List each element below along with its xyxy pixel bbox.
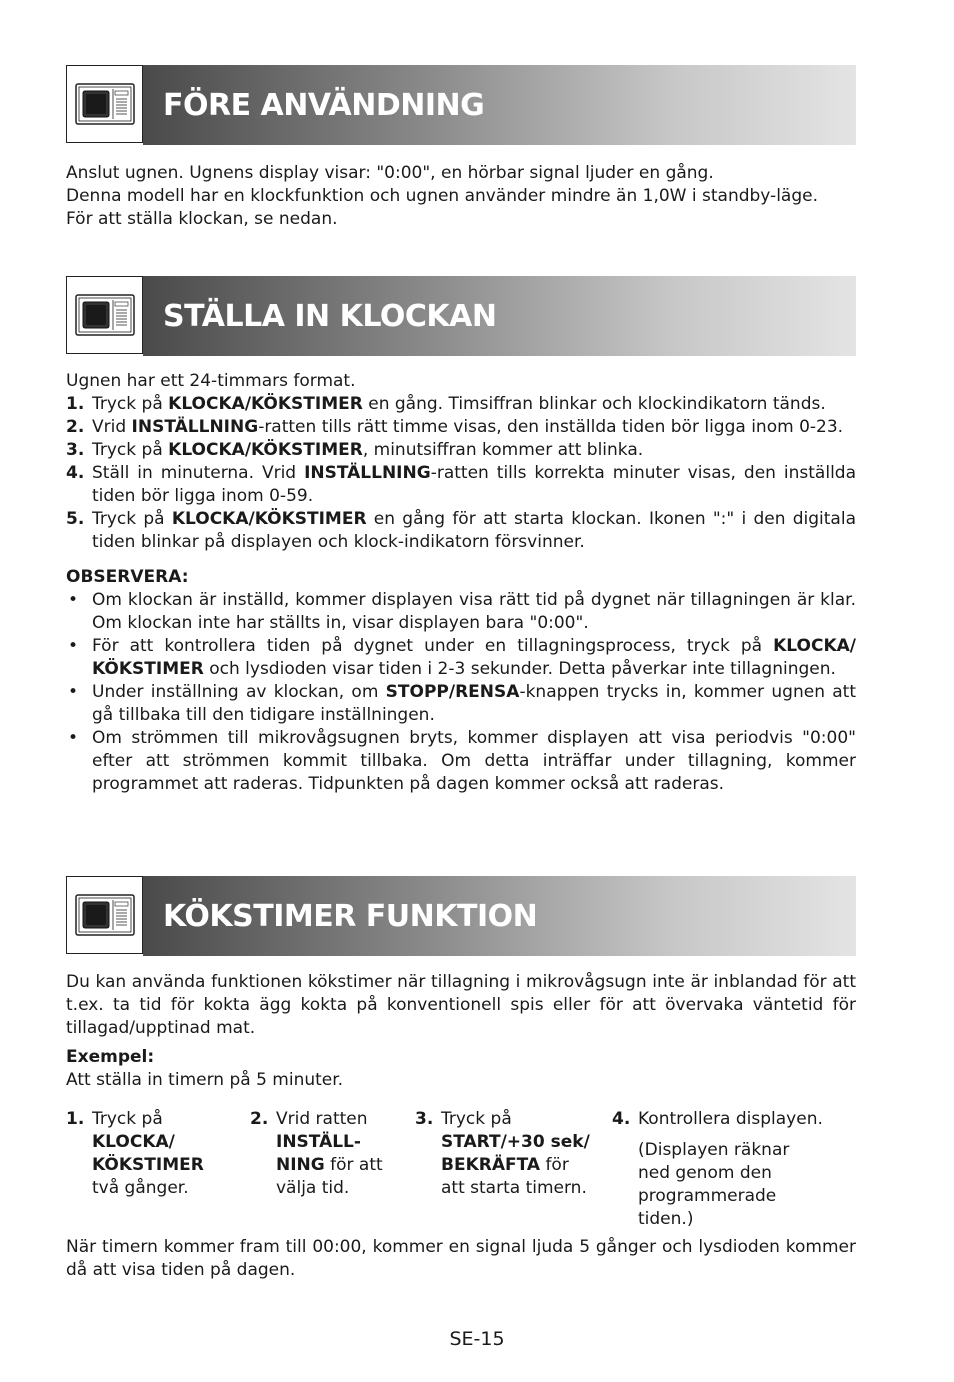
list-item: 4. Ställ in minuterna. Vrid INSTÄLLNING-ratten tills korrekta minuter visas, den inställda tiden bör ligga inom 0-59. xyxy=(66,463,857,506)
fore-text xyxy=(66,162,856,231)
paragraph: Denna modell har en klockfunktion och ugnen använder mindre än 1,0W i standby-läge. xyxy=(66,186,818,206)
page-number: SE-15 xyxy=(449,1328,505,1350)
microwave-icon xyxy=(66,876,143,954)
paragraph: Anslut ugnen. Ugnens display visar: "0:00", en hörbar signal ljuder en gång. xyxy=(66,163,714,183)
list-item: • Under inställning av klockan, om STOPP/RENSA-knappen trycks in, kommer ugnen att gå tillbaka till den tidigare inställningen. xyxy=(66,681,856,727)
section-title: KÖKSTIMER FUNKTION xyxy=(163,898,538,934)
example-heading: Exempel: xyxy=(66,1047,155,1067)
list-item: • Om strömmen till mikrovågsugnen bryts, kommer displayen att visa periodvis "0:00" efter att strömmen kommit tillbaka. Om detta inträffar under tillagning, kommer programmet att raderas. Tidpunkten på dagen kommer också att raderas. xyxy=(66,727,856,796)
section-header-fore xyxy=(66,65,856,145)
clock-steps xyxy=(66,393,856,554)
note-heading: OBSERVERA: xyxy=(66,567,189,587)
timer-step-3: 3. Tryck på START/+30 sek/ BEKRÄFTA för att starta timern. xyxy=(415,1109,590,1198)
section-header-kokstimer xyxy=(66,876,856,956)
microwave-icon xyxy=(66,276,143,354)
timer-step-4: 4. Kontrollera displayen. (Displayen räknar ned genom den programmerade tiden.) xyxy=(612,1109,823,1229)
list-item: 2. Vrid INSTÄLLNING-ratten tills rätt timme visas, den inställda tiden bör ligga inom 0-23. xyxy=(66,417,844,437)
list-item: 5. Tryck på KLOCKA/KÖKSTIMER en gång för att starta klockan. Ikonen ":" i den digitala tiden blinkar på displayen och klock-indikatorn försvinner. xyxy=(66,509,856,552)
microwave-icon xyxy=(66,65,143,143)
kokstimer-text xyxy=(66,971,856,1092)
section-title-band xyxy=(143,276,856,356)
paragraph: För att ställa klockan, se nedan. xyxy=(66,209,338,229)
list-item: • Om klockan är inställd, kommer displayen visa rätt tid på dygnet när tillagningen är klar. Om klockan inte har ställts in, visar displayen bara "0:00". xyxy=(66,589,856,635)
list-item: • För att kontrollera tiden på dygnet under en tillagningsprocess, tryck på KLOCKA/ KÖKSTIMER och lysdioden visar tiden i 2-3 sekunder. Detta påverkar inte tillagningen. xyxy=(66,635,856,681)
intro-text: Ugnen har ett 24-timmars format. xyxy=(66,371,356,391)
section-title: FÖRE ANVÄNDNING xyxy=(163,87,485,123)
klocka-text xyxy=(66,370,856,796)
timer-step-2: 2. Vrid ratten INSTÄLL-NING för att välja tid. xyxy=(250,1109,383,1198)
note-list xyxy=(66,589,856,796)
section-header-klocka xyxy=(66,276,856,356)
timer-step-1: 1. Tryck på KLOCKA/ KÖKSTIMER två gånger. xyxy=(66,1109,204,1198)
kokstimer-outro: När timern kommer fram till 00:00, kommer en signal ljuda 5 gånger och lysdioden kommer då att visa tiden på dagen. xyxy=(66,1237,856,1280)
list-item: 3. Tryck på KLOCKA/KÖKSTIMER, minutsiffran kommer att blinka. xyxy=(66,440,644,460)
example-text: Att ställa in timern på 5 minuter. xyxy=(66,1070,344,1090)
section-title: STÄLLA IN KLOCKAN xyxy=(163,298,497,334)
intro-text: Du kan använda funktionen kökstimer när tillagning i mikrovågsugn inte är inblandad för att t.ex. ta tid för kokta ägg kokta på konventionell spis eller för att övervaka väntetid för tillagad/upptinad mat. xyxy=(66,972,856,1038)
list-item: 1. Tryck på KLOCKA/KÖKSTIMER en gång. Timsiffran blinkar och klockindikatorn tänds. xyxy=(66,394,826,414)
section-title-band xyxy=(143,876,856,956)
section-title-band xyxy=(143,65,856,145)
